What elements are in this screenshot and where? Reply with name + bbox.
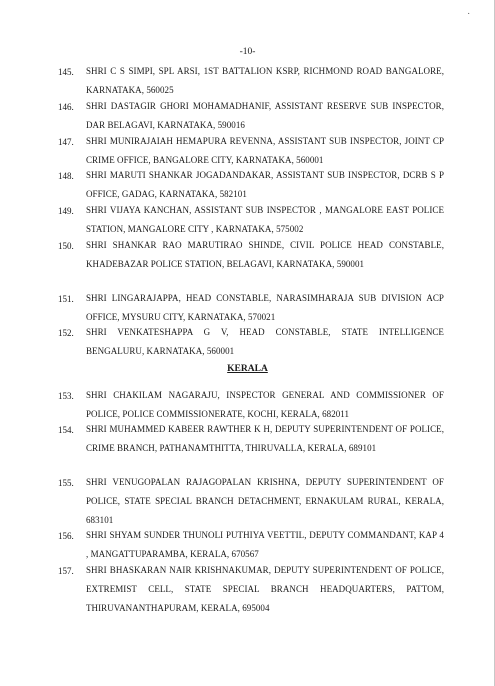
item-text: SHRI VENKATESHAPPA G V, HEAD CONSTABLE, STATE INTELLIGENCE BENGALURU, KARNATAKA, 560001	[86, 327, 444, 356]
item-text: SHRI SHYAM SUNDER THUNOLI PUTHIYA VEETTIL, DEPUTY COMMANDANT, KAP 4 , MANGATTUPARAMBA, KERALA, 670567	[86, 530, 444, 559]
page-number: -10-	[239, 47, 256, 57]
item-text: SHRI SHANKAR RAO MARUTIRAO SHINDE, CIVIL POLICE HEAD CONSTABLE, KHADEBAZAR POLICE STATION, BELAGAVI, KARNATAKA, 590001	[86, 240, 444, 269]
item-number: 145.	[58, 67, 74, 77]
item-number: 156.	[58, 531, 74, 541]
item-text: SHRI VIJAYA KANCHAN, ASSISTANT SUB INSPECTOR , MANGALORE EAST POLICE STATION, MANGALORE CITY , KARNATAKA, 575002	[86, 205, 444, 234]
item-text: SHRI MUNIRAJAIAH HEMAPURA REVENNA, ASSISTANT SUB INSPECTOR, JOINT CP CRIME OFFICE, BANGALORE CITY, KARNATAKA, 560001	[86, 136, 444, 165]
item-number: 155.	[58, 478, 74, 488]
item-text: SHRI LINGARAJAPPA, HEAD CONSTABLE, NARASIMHARAJA SUB DIVISION ACP OFFICE, MYSURU CITY, KARNATAKA, 570021	[86, 293, 444, 322]
item-number: 150.	[58, 241, 74, 251]
item-number: 148.	[58, 171, 74, 181]
item-number: 152.	[58, 328, 74, 338]
item-number: 146.	[58, 102, 74, 112]
item-text: SHRI MUHAMMED KABEER RAWTHER K H, DEPUTY SUPERINTENDENT OF POLICE, CRIME BRANCH, PATHANAMTHITTA, THIRUVALLA, KERALA, 689101	[86, 424, 444, 453]
item-text: SHRI BHASKARAN NAIR KRISHNAKUMAR, DEPUTY SUPERINTENDENT OF POLICE, EXTREMIST CELL, STATE SPECIAL BRANCH HEADQUARTERS, PATTOM, THIRUVANANTHAPURAM, KERALA, 695004	[86, 565, 444, 613]
item-number: 151.	[58, 294, 74, 304]
section-heading-kerala	[0, 364, 495, 374]
item-number: 149.	[58, 206, 74, 216]
item-number: 157.	[58, 566, 74, 576]
item-text: SHRI MARUTI SHANKAR JOGADANDAKAR, ASSISTANT SUB INSPECTOR, DCRB S P OFFICE, GADAG, KARNATAKA, 582101	[86, 170, 444, 199]
item-number: 154.	[58, 425, 74, 435]
item-number: 153.	[58, 391, 74, 401]
item-text: SHRI C S SIMPI, SPL ARSI, 1ST BATTALION KSRP, RICHMOND ROAD BANGALORE, KARNATAKA, 560025	[86, 66, 444, 95]
item-text: SHRI CHAKILAM NAGARAJU, INSPECTOR GENERAL AND COMMISSIONER OF POLICE, POLICE COMMISSIONERATE, KOCHI, KERALA, 682011	[86, 390, 444, 419]
item-text: SHRI VENUGOPALAN RAJAGOPALAN KRISHNA, DEPUTY SUPERINTENDENT OF POLICE, STATE SPECIAL BRANCH DETACHMENT, ERNAKULAM RURAL, KERALA, 683101	[86, 477, 444, 525]
section-heading-text: KERALA	[227, 364, 268, 374]
scan-speck: ˙	[467, 12, 471, 23]
item-number: 147.	[58, 137, 74, 147]
item-text: SHRI DASTAGIR GHORI MOHAMADHANIF, ASSISTANT RESERVE SUB INSPECTOR, DAR BELAGAVI, KARNATAKA, 590016	[86, 101, 444, 130]
